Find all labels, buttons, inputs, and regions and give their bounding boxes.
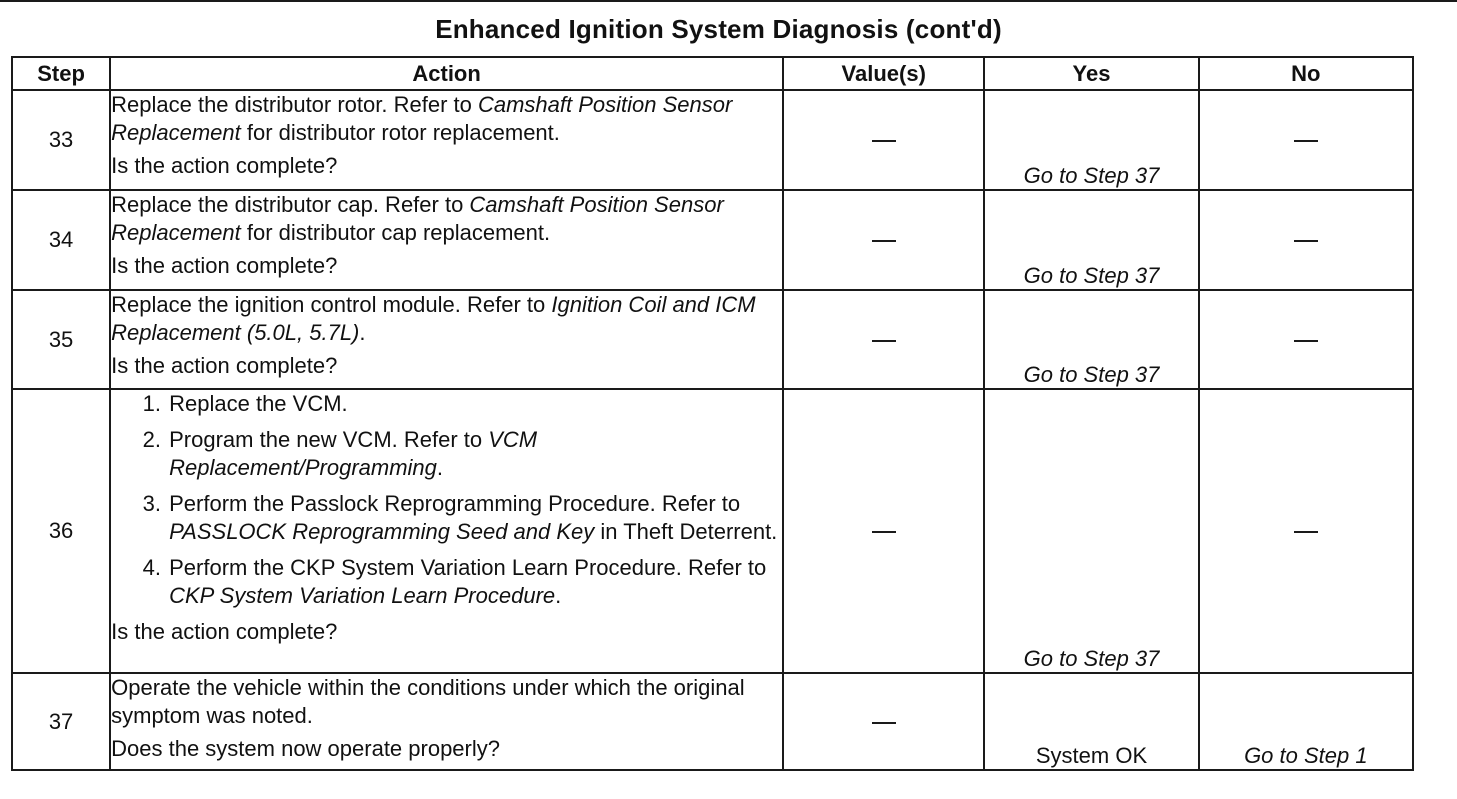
action-question: Is the action complete? xyxy=(111,153,338,178)
step-number: 36 xyxy=(12,389,110,673)
value-cell xyxy=(783,290,984,389)
no-cell xyxy=(1199,290,1413,389)
dash-mark xyxy=(1294,340,1318,342)
dash-mark xyxy=(872,240,896,242)
value-cell xyxy=(783,673,984,770)
table-row xyxy=(12,389,1413,673)
dash-mark xyxy=(1294,531,1318,533)
yes-cell: Go to Step 37 xyxy=(984,90,1198,190)
header-yes: Yes xyxy=(984,57,1198,90)
sub-step-list xyxy=(111,390,782,610)
top-rule xyxy=(0,0,1457,2)
action-text: Replace the distributor cap. Refer to Camshaft Position Sensor Replacement for distributor cap replacement. xyxy=(111,192,724,245)
no-cell xyxy=(1199,389,1413,673)
action-cell xyxy=(110,389,783,673)
action-text: Replace the distributor rotor. Refer to Camshaft Position Sensor Replacement for distributor rotor replacement. xyxy=(111,92,733,145)
dash-mark xyxy=(1294,240,1318,242)
table-row xyxy=(12,90,1413,190)
step-number: 33 xyxy=(12,90,110,190)
yes-cell: System OK xyxy=(984,673,1198,770)
action-question: Is the action complete? xyxy=(111,353,338,378)
dash-mark xyxy=(872,140,896,142)
list-item: 1. Replace the VCM. xyxy=(167,390,782,418)
list-item: 3. Perform the Passlock Reprogramming Procedure. Refer to PASSLOCK Reprogramming Seed and Key in Theft Deterrent. xyxy=(167,490,782,546)
list-item: 2. Program the new VCM. Refer to VCM Replacement/Programming. xyxy=(167,426,782,482)
action-text: Replace the ignition control module. Refer to Ignition Coil and ICM Replacement (5.0L, 5.7L). xyxy=(111,292,756,345)
reference-link: VCM Replacement/Programming xyxy=(169,427,538,480)
action-cell xyxy=(110,290,783,389)
diagnosis-table xyxy=(11,56,1414,771)
table-header-row xyxy=(12,57,1413,90)
page-title: Enhanced Ignition System Diagnosis (cont'd) xyxy=(435,14,1002,44)
yes-cell: Go to Step 37 xyxy=(984,290,1198,389)
action-cell xyxy=(110,190,783,290)
header-step: Step xyxy=(12,57,110,90)
action-question: Is the action complete? xyxy=(111,619,338,644)
step-number: 34 xyxy=(12,190,110,290)
header-no: No xyxy=(1199,57,1413,90)
action-cell xyxy=(110,90,783,190)
table-row xyxy=(12,290,1413,389)
action-question: Does the system now operate properly? xyxy=(111,736,500,761)
yes-cell: Go to Step 37 xyxy=(984,389,1198,673)
header-values: Value(s) xyxy=(783,57,984,90)
no-cell: Go to Step 1 xyxy=(1199,673,1413,770)
reference-link: PASSLOCK Reprogramming Seed and Key xyxy=(169,519,595,544)
dash-mark xyxy=(872,722,896,724)
action-question: Is the action complete? xyxy=(111,253,338,278)
action-text: Operate the vehicle within the conditions under which the original symptom was noted. xyxy=(111,675,745,728)
dash-mark xyxy=(872,531,896,533)
table-row xyxy=(12,673,1413,770)
list-item: 4. Perform the CKP System Variation Learn Procedure. Refer to CKP System Variation Learn Procedure. xyxy=(167,554,782,610)
step-number: 35 xyxy=(12,290,110,389)
table-row xyxy=(12,190,1413,290)
reference-link: Camshaft Position Sensor Replacement xyxy=(111,92,733,145)
step-number: 37 xyxy=(12,673,110,770)
value-cell xyxy=(783,90,984,190)
dash-mark xyxy=(872,340,896,342)
header-action: Action xyxy=(110,57,783,90)
reference-link: Ignition Coil and ICM Replacement (5.0L, 5.7L) xyxy=(111,292,756,345)
value-cell xyxy=(783,389,984,673)
reference-link: Camshaft Position Sensor Replacement xyxy=(111,192,724,245)
yes-cell: Go to Step 37 xyxy=(984,190,1198,290)
no-cell xyxy=(1199,90,1413,190)
no-cell xyxy=(1199,190,1413,290)
action-cell xyxy=(110,673,783,770)
reference-link: CKP System Variation Learn Procedure xyxy=(169,583,556,608)
dash-mark xyxy=(1294,140,1318,142)
value-cell xyxy=(783,190,984,290)
